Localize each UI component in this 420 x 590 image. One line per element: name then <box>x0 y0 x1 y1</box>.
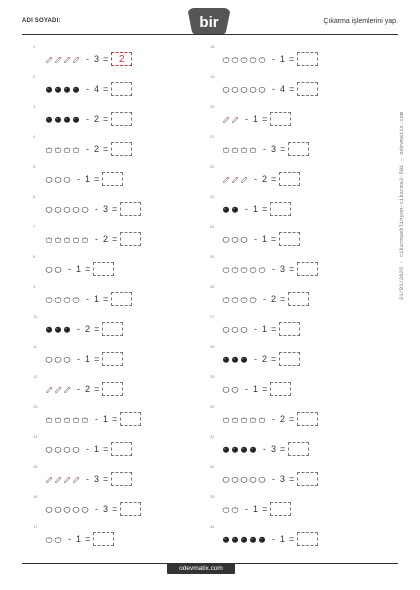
equation-row <box>222 470 318 488</box>
subtrahend: 4 <box>280 84 286 94</box>
equals-sign: = <box>103 144 109 154</box>
dark-group-icon <box>45 86 80 93</box>
ring-group-icon <box>222 476 266 483</box>
answer-box[interactable] <box>288 142 309 156</box>
question-number: 22 <box>210 164 215 169</box>
minus-sign: - <box>263 444 266 454</box>
question-number: 6 <box>33 194 36 199</box>
minus-sign: - <box>68 534 71 544</box>
question-number: 24 <box>210 224 215 229</box>
answer-box[interactable] <box>111 82 132 96</box>
answer-box[interactable] <box>297 52 318 66</box>
equation-row <box>222 170 300 188</box>
bag-group-icon <box>45 416 89 423</box>
answer-box[interactable] <box>111 112 132 126</box>
ring-group-icon <box>45 176 71 183</box>
apple-group-icon <box>222 266 266 273</box>
equals-sign: = <box>280 144 286 154</box>
subtrahend: 3 <box>103 504 109 514</box>
equals-sign: = <box>112 204 118 214</box>
question-item <box>210 164 402 188</box>
minus-sign: - <box>77 384 80 394</box>
answer-box[interactable] <box>120 202 141 216</box>
subtrahend: 1 <box>253 504 259 514</box>
subtrahend: 3 <box>280 474 286 484</box>
subtrahend: 3 <box>94 474 100 484</box>
answer-box[interactable] <box>270 112 291 126</box>
minus-sign: - <box>245 384 248 394</box>
ring-group-icon <box>45 266 62 273</box>
minus-sign: - <box>272 264 275 274</box>
equation-row <box>45 170 123 188</box>
question-item <box>210 374 402 398</box>
subtrahend: 1 <box>85 354 91 364</box>
pencil-group-icon <box>222 176 248 183</box>
question-item <box>210 314 402 338</box>
question-item <box>33 524 225 548</box>
minus-sign: - <box>272 54 275 64</box>
subtrahend: 2 <box>262 174 268 184</box>
answer-box[interactable] <box>279 352 300 366</box>
equals-sign: = <box>94 174 100 184</box>
question-item <box>210 494 402 518</box>
question-number: 9 <box>33 284 36 289</box>
bir-logo <box>186 6 232 36</box>
apple-group-icon <box>222 296 257 303</box>
answer-box[interactable] <box>270 202 291 216</box>
question-number: 30 <box>210 404 215 409</box>
answer-box[interactable] <box>297 412 318 426</box>
equation-row <box>222 500 291 518</box>
equals-sign: = <box>262 204 268 214</box>
name-label: ADI SOYADI: <box>22 18 61 24</box>
equation-row <box>222 200 291 218</box>
bag-group-icon <box>222 146 257 153</box>
equation-row <box>45 380 123 398</box>
equation-row <box>45 500 141 518</box>
answer-box[interactable] <box>102 172 123 186</box>
ring-group-icon <box>45 356 71 363</box>
equals-sign: = <box>94 354 100 364</box>
equation-row <box>45 410 141 428</box>
equation-row <box>45 80 132 98</box>
question-item <box>210 194 402 218</box>
question-number: 14 <box>33 434 38 439</box>
question-item <box>210 104 402 128</box>
subtrahend: 1 <box>103 414 109 424</box>
subtrahend: 1 <box>253 204 259 214</box>
question-number: 26 <box>210 284 215 289</box>
question-item <box>33 104 225 128</box>
answer-box[interactable] <box>297 262 318 276</box>
subtrahend: 1 <box>262 234 268 244</box>
minus-sign: - <box>77 354 80 364</box>
equation-row <box>45 230 141 248</box>
minus-sign: - <box>77 174 80 184</box>
question-item <box>33 344 225 368</box>
subtrahend: 1 <box>280 534 286 544</box>
minus-sign: - <box>95 414 98 424</box>
instruction-text: Çıkarma işlemlerini yap. <box>323 18 398 25</box>
question-number: 32 <box>210 464 215 469</box>
question-number: 19 <box>210 74 215 79</box>
question-number: 4 <box>33 134 36 139</box>
dark-group-icon <box>222 206 239 213</box>
equals-sign: = <box>85 264 91 274</box>
equation-row <box>45 50 132 68</box>
question-number: 28 <box>210 344 215 349</box>
equation-row <box>222 440 309 458</box>
equation-row <box>222 530 318 548</box>
equation-row <box>45 140 132 158</box>
equation-row <box>222 290 309 308</box>
question-number: 21 <box>210 134 215 139</box>
minus-sign: - <box>245 204 248 214</box>
equals-sign: = <box>289 414 295 424</box>
question-number: 27 <box>210 314 215 319</box>
dark-group-icon <box>45 326 71 333</box>
footer-site-badge: odevmatix.com <box>167 563 235 574</box>
equals-sign: = <box>103 474 109 484</box>
apple-group-icon <box>45 296 80 303</box>
question-number: 8 <box>33 254 36 259</box>
pencil-group-icon <box>222 116 239 123</box>
equals-sign: = <box>94 384 100 394</box>
equation-row <box>45 440 132 458</box>
subtrahend: 1 <box>76 264 82 274</box>
answer-box[interactable] <box>111 472 132 486</box>
equals-sign: = <box>289 534 295 544</box>
minus-sign: - <box>86 474 89 484</box>
question-item <box>33 254 225 278</box>
equation-row <box>45 350 123 368</box>
subtrahend: 3 <box>271 444 277 454</box>
pencil-group-icon <box>45 56 80 63</box>
equals-sign: = <box>262 504 268 514</box>
question-number: 1 <box>33 44 36 49</box>
header-divider <box>22 34 398 35</box>
answer-box[interactable] <box>111 292 132 306</box>
apple-group-icon <box>222 506 239 513</box>
equals-sign: = <box>271 174 277 184</box>
subtrahend: 1 <box>280 54 286 64</box>
equals-sign: = <box>103 294 109 304</box>
minus-sign: - <box>263 294 266 304</box>
minus-sign: - <box>86 54 89 64</box>
page-header <box>22 0 398 42</box>
side-watermark: 21/01/2025 - cikarmaeklinyon-cikarma3-501 - odevmatix.com <box>398 111 405 300</box>
question-item <box>210 224 402 248</box>
equals-sign: = <box>289 474 295 484</box>
subtrahend: 1 <box>94 444 100 454</box>
ring-group-icon <box>45 206 89 213</box>
minus-sign: - <box>86 144 89 154</box>
question-item <box>210 404 402 428</box>
answer-box[interactable] <box>102 322 123 336</box>
subtrahend: 1 <box>262 324 268 334</box>
equation-row <box>222 350 300 368</box>
equals-sign: = <box>289 84 295 94</box>
question-number: 13 <box>33 404 38 409</box>
pencil-group-icon <box>45 476 80 483</box>
minus-sign: - <box>95 504 98 514</box>
question-number: 18 <box>210 44 215 49</box>
logo-text: bir <box>199 14 219 31</box>
question-number: 31 <box>210 434 215 439</box>
answer-box[interactable] <box>111 142 132 156</box>
ring-group-icon <box>222 386 239 393</box>
bag-group-icon <box>45 146 80 153</box>
equals-sign: = <box>94 324 100 334</box>
subtrahend: 1 <box>94 294 100 304</box>
answer-box[interactable] <box>297 532 318 546</box>
equals-sign: = <box>85 534 91 544</box>
minus-sign: - <box>272 84 275 94</box>
minus-sign: - <box>245 114 248 124</box>
subtrahend: 4 <box>94 84 100 94</box>
equation-row <box>222 380 291 398</box>
question-item <box>33 44 225 68</box>
minus-sign: - <box>68 264 71 274</box>
answer-box[interactable] <box>297 82 318 96</box>
question-item <box>33 134 225 158</box>
minus-sign: - <box>263 144 266 154</box>
answer-box[interactable] <box>270 382 291 396</box>
question-number: 10 <box>33 314 38 319</box>
minus-sign: - <box>86 84 89 94</box>
equals-sign: = <box>112 234 118 244</box>
subtrahend: 1 <box>76 534 82 544</box>
question-item <box>33 164 225 188</box>
equals-sign: = <box>262 384 268 394</box>
minus-sign: - <box>254 324 257 334</box>
question-item <box>210 524 402 548</box>
question-item <box>33 404 225 428</box>
equals-sign: = <box>271 324 277 334</box>
equation-row <box>45 200 141 218</box>
equation-row <box>222 80 318 98</box>
question-item <box>210 344 402 368</box>
minus-sign: - <box>254 354 257 364</box>
bag-group-icon <box>45 236 89 243</box>
question-number: 17 <box>33 524 38 529</box>
subtrahend: 3 <box>271 144 277 154</box>
answer-box[interactable] <box>279 232 300 246</box>
answer-box[interactable] <box>270 502 291 516</box>
minus-sign: - <box>254 234 257 244</box>
bag-group-icon <box>222 416 266 423</box>
subtrahend: 2 <box>280 414 286 424</box>
minus-sign: - <box>86 294 89 304</box>
equation-row <box>45 530 114 548</box>
dark-group-icon <box>45 116 80 123</box>
equation-row <box>45 110 132 128</box>
pencil-group-icon <box>45 386 71 393</box>
equals-sign: = <box>280 444 286 454</box>
equals-sign: = <box>280 294 286 304</box>
ring-group-icon <box>222 86 266 93</box>
question-number: 15 <box>33 464 38 469</box>
question-number: 11 <box>33 344 38 349</box>
question-number: 34 <box>210 524 215 529</box>
equals-sign: = <box>103 54 109 64</box>
ring-group-icon <box>222 236 248 243</box>
equals-sign: = <box>289 264 295 274</box>
question-number: 29 <box>210 374 215 379</box>
answer-box[interactable] <box>297 472 318 486</box>
subtrahend: 1 <box>85 174 91 184</box>
subtrahend: 3 <box>94 54 100 64</box>
equals-sign: = <box>112 504 118 514</box>
question-item <box>33 284 225 308</box>
dark-group-icon <box>222 536 266 543</box>
equation-row <box>222 110 291 128</box>
question-number: 33 <box>210 494 215 499</box>
question-number: 25 <box>210 254 215 259</box>
question-number: 2 <box>33 74 36 79</box>
question-item <box>33 224 225 248</box>
apple-group-icon <box>222 56 266 63</box>
subtrahend: 2 <box>103 234 109 244</box>
answer-box[interactable] <box>111 442 132 456</box>
minus-sign: - <box>272 474 275 484</box>
minus-sign: - <box>95 234 98 244</box>
answer-box[interactable] <box>102 382 123 396</box>
equation-row <box>45 260 114 278</box>
question-number: 12 <box>33 374 38 379</box>
question-item <box>210 434 402 458</box>
minus-sign: - <box>245 504 248 514</box>
question-item <box>33 494 225 518</box>
subtrahend: 3 <box>280 264 286 274</box>
answer-box[interactable] <box>120 232 141 246</box>
question-item <box>33 434 225 458</box>
question-number: 16 <box>33 494 38 499</box>
minus-sign: - <box>86 114 89 124</box>
answer-box[interactable] <box>93 262 114 276</box>
apple-group-icon <box>45 536 62 543</box>
question-item <box>210 44 402 68</box>
question-item <box>210 284 402 308</box>
answer-box[interactable] <box>279 172 300 186</box>
subtrahend: 2 <box>94 114 100 124</box>
minus-sign: - <box>254 174 257 184</box>
equation-row <box>45 470 132 488</box>
dark-group-icon <box>222 446 257 453</box>
answer-box[interactable]: 2 <box>111 52 132 66</box>
question-number: 3 <box>33 104 36 109</box>
equation-row <box>222 50 318 68</box>
answer-box[interactable] <box>288 442 309 456</box>
question-item <box>210 74 402 98</box>
equation-row <box>222 410 318 428</box>
question-item <box>210 464 402 488</box>
question-item <box>210 254 402 278</box>
subtrahend: 1 <box>253 114 259 124</box>
question-item <box>210 134 402 158</box>
subtrahend: 2 <box>271 294 277 304</box>
equals-sign: = <box>289 54 295 64</box>
question-item <box>33 74 225 98</box>
subtrahend: 2 <box>262 354 268 364</box>
minus-sign: - <box>272 534 275 544</box>
answer-box[interactable] <box>120 412 141 426</box>
subtrahend: 3 <box>103 204 109 214</box>
ring-group-icon <box>45 446 80 453</box>
equation-row <box>45 320 123 338</box>
question-item <box>33 374 225 398</box>
question-number: 23 <box>210 194 215 199</box>
equals-sign: = <box>262 114 268 124</box>
equals-sign: = <box>112 414 118 424</box>
equals-sign: = <box>103 84 109 94</box>
minus-sign: - <box>77 324 80 334</box>
minus-sign: - <box>95 204 98 214</box>
subtrahend: 2 <box>85 384 91 394</box>
equation-row <box>45 290 132 308</box>
subtrahend: 2 <box>94 144 100 154</box>
answer-box[interactable] <box>93 532 114 546</box>
question-number: 7 <box>33 224 36 229</box>
equation-row <box>222 140 309 158</box>
equals-sign: = <box>103 114 109 124</box>
question-number: 20 <box>210 104 215 109</box>
equals-sign: = <box>271 234 277 244</box>
dark-group-icon <box>222 356 248 363</box>
answer-box[interactable] <box>288 292 309 306</box>
equals-sign: = <box>103 444 109 454</box>
equation-row <box>222 320 300 338</box>
ring-group-icon <box>222 326 248 333</box>
minus-sign: - <box>272 414 275 424</box>
answer-box[interactable] <box>120 502 141 516</box>
equation-row <box>222 260 318 278</box>
ring-group-icon <box>45 506 89 513</box>
question-item <box>33 464 225 488</box>
answer-box[interactable] <box>279 322 300 336</box>
equation-row <box>222 230 300 248</box>
question-number: 5 <box>33 164 36 169</box>
subtrahend: 2 <box>85 324 91 334</box>
question-item <box>33 314 225 338</box>
answer-box[interactable] <box>102 352 123 366</box>
subtrahend: 1 <box>253 384 259 394</box>
minus-sign: - <box>86 444 89 454</box>
equals-sign: = <box>271 354 277 364</box>
question-item <box>33 194 225 218</box>
